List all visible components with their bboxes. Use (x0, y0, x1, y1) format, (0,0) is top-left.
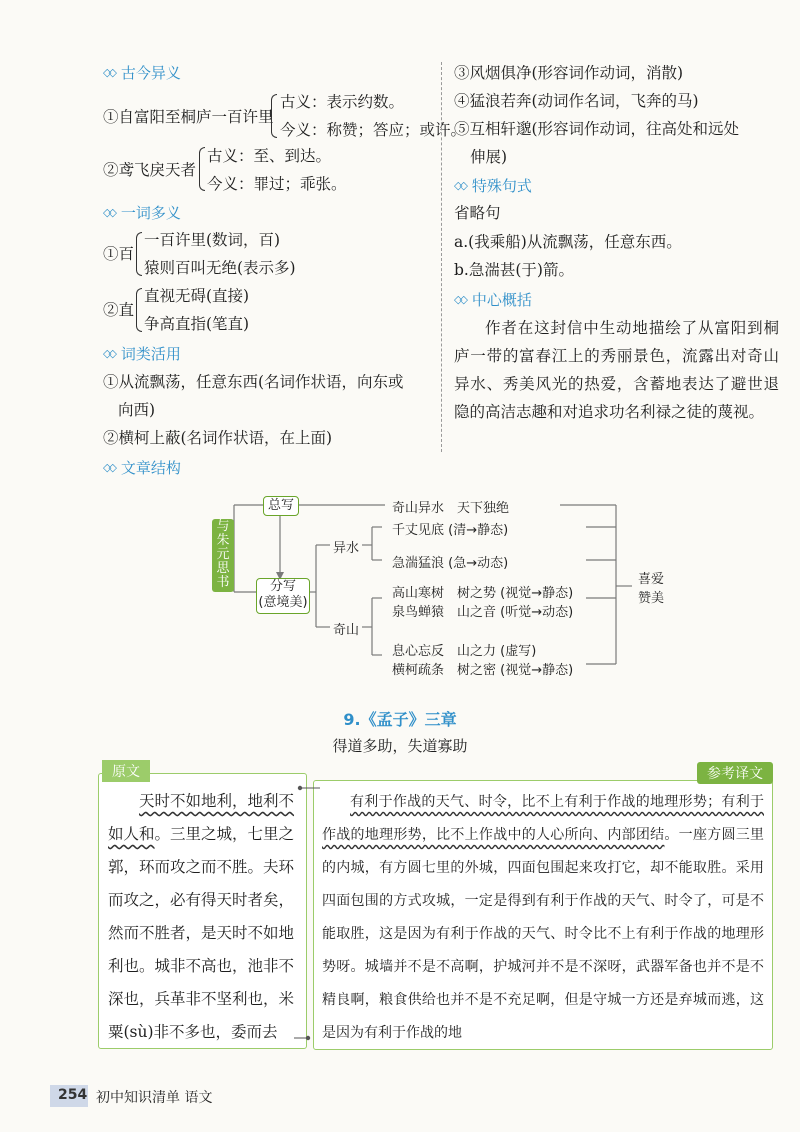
shenglue-b: b.急湍甚(于)箭。 (454, 261, 574, 279)
mountain-item-2: 泉鸟蝉猿 山之音 (听觉→动态) (392, 605, 574, 620)
page-number: 254 (58, 1087, 88, 1103)
emotion-1: 喜爱 (638, 572, 665, 587)
mountain-item-3: 息心忘反 山之力 (虚写) (392, 644, 537, 659)
huoyong-1a: ①从流飘荡，任意东西(名词作状语，向东或 (103, 373, 404, 391)
translation-text (322, 786, 764, 1050)
summary-text: 作者在这封信中生动地描绘了从富阳到桐庐一带的富春江上的秀丽景色，流露出对奇山异水、秀美风光的热爱，含蓄地表达了避世退隐的高洁志趣和对追求功名利禄之徒的蔑视。 (454, 319, 779, 421)
diamond-icon: ◇◇ (454, 179, 465, 192)
fenxie-label: 分写 (269, 579, 296, 594)
duoyi-head-1: ①百 (103, 245, 135, 263)
tab-original: 原文 (102, 760, 150, 782)
original-text (108, 785, 298, 1049)
diamond-icon: ◇◇ (103, 66, 114, 79)
translation-key-sentence: 有利于作战的天气、时令，比不上有利于作战的地理形势；有利于作战的地理形势，比不上作战中的人心所向、内部团结 (322, 794, 764, 843)
huoyong-1b: 向西) (118, 401, 156, 419)
zongxie-desc: 奇山异水 天下独绝 (392, 501, 510, 516)
shenglue-label: 省略句 (454, 204, 501, 222)
diamond-icon: ◇◇ (103, 347, 114, 360)
huoyong-4: ④猛浪若奔(动词作名词，飞奔的马) (454, 92, 699, 110)
section-title-huoyong: ◇◇ 词类活用 (103, 345, 181, 363)
section-title-jiegou: ◇◇ 文章结构 (103, 459, 181, 477)
translation-rest: 。一座方圆三里的内城，有方圆七里的外城，四面包围起来攻打它，却不能取胜。采用四面包围的方式攻城，一定是得到有利于作战的天气、时令了，可是不能取胜，这是因为有利于作战的天气、时令比不上有利于作战的地理形势呀。城墙并不是不高啊，护城河并不是不深呀，武器军备也并不是不精良啊，粮食供给也并不是不充足啊，但是守城一方还是弃城而逃，这是因为有利于作战的地 (322, 827, 765, 1041)
shenglue-a: a.(我乘船)从流飘荡，任意东西。 (454, 233, 682, 251)
diamond-icon: ◇◇ (103, 461, 114, 474)
diamond-icon: ◇◇ (103, 206, 114, 219)
tab-translation: 参考译文 (697, 762, 773, 784)
duoyi-b-2: 争高直指(笔直) (144, 315, 250, 333)
huoyong-5a: ⑤互相轩邈(形容词作动词，往高处和远处 (454, 120, 740, 138)
section-title-zhongxin: ◇◇ 中心概括 (454, 291, 532, 309)
original-key-sentence: 天时不如地利，地利不如人和 (108, 792, 295, 843)
water-item-2: 急湍猛浪 (急→动态) (392, 556, 509, 571)
diamond-icon: ◇◇ (454, 293, 465, 306)
duoyi-a-2: 直视无碍(直接) (144, 287, 250, 305)
fenxie-sub: (意境美) (258, 595, 308, 610)
section-title-gujin: ◇◇ 古今异义 (103, 64, 181, 82)
duoyi-head-2: ②直 (103, 301, 135, 319)
gujin-gu-1: 古义：表示约数。 (280, 93, 405, 111)
gujin-jin-1: 今义：称赞；答应；或许。 (280, 121, 467, 139)
section-title-duoyi: ◇◇ 一词多义 (103, 204, 181, 222)
water-item-1: 千丈见底 (清→静态) (392, 523, 509, 538)
connector-lines (290, 780, 330, 1050)
huoyong-3: ③风烟俱净(形容词作动词，消散) (454, 64, 684, 82)
mountain-item-4: 横柯疏条 树之密 (视觉→静态) (392, 663, 574, 678)
node-yishui: 异水 (333, 541, 360, 556)
duoyi-b-1: 猿则百叫无绝(表示多) (144, 259, 296, 277)
mountain-item-1: 高山寒树 树之势 (视觉→静态) (392, 586, 574, 601)
diagram-root: 与朱元思书 (212, 519, 234, 592)
gujin-gu-2: 古义：至、到达。 (207, 147, 332, 165)
chapter-subtitle: 得道多助，失道寡助 (332, 737, 468, 755)
node-qishan: 奇山 (333, 623, 360, 638)
gujin-head-2: ②鸢飞戾天者 (103, 161, 197, 179)
chapter-title: 9.《孟子》三章 (343, 710, 457, 729)
gujin-head-1: ①自富阳至桐庐一百许里 (103, 108, 274, 126)
section-title-teshu: ◇◇ 特殊句式 (454, 177, 532, 195)
original-rest: 。三里之城，七里之郭，环而攻之而不胜。夫环而攻之，必有得天时者矣，然而不胜者，是天时不如地利也。城非不高也，池非不深也，兵革非不坚利也，米粟(sù)非不多也，委而去 (108, 825, 295, 1041)
emotion-2: 赞美 (638, 591, 665, 606)
huoyong-2: ②横柯上蔽(名词作状语，在上面) (103, 429, 333, 447)
duoyi-a-1: 一百许里(数词，百) (144, 231, 281, 249)
node-fenxie (256, 578, 310, 614)
book-title: 初中知识清单 语文 (96, 1090, 213, 1106)
gujin-jin-2: 今义：罪过；乖张。 (207, 175, 347, 193)
huoyong-5b: 伸展) (470, 148, 508, 166)
node-zongxie: 总写 (263, 496, 299, 516)
